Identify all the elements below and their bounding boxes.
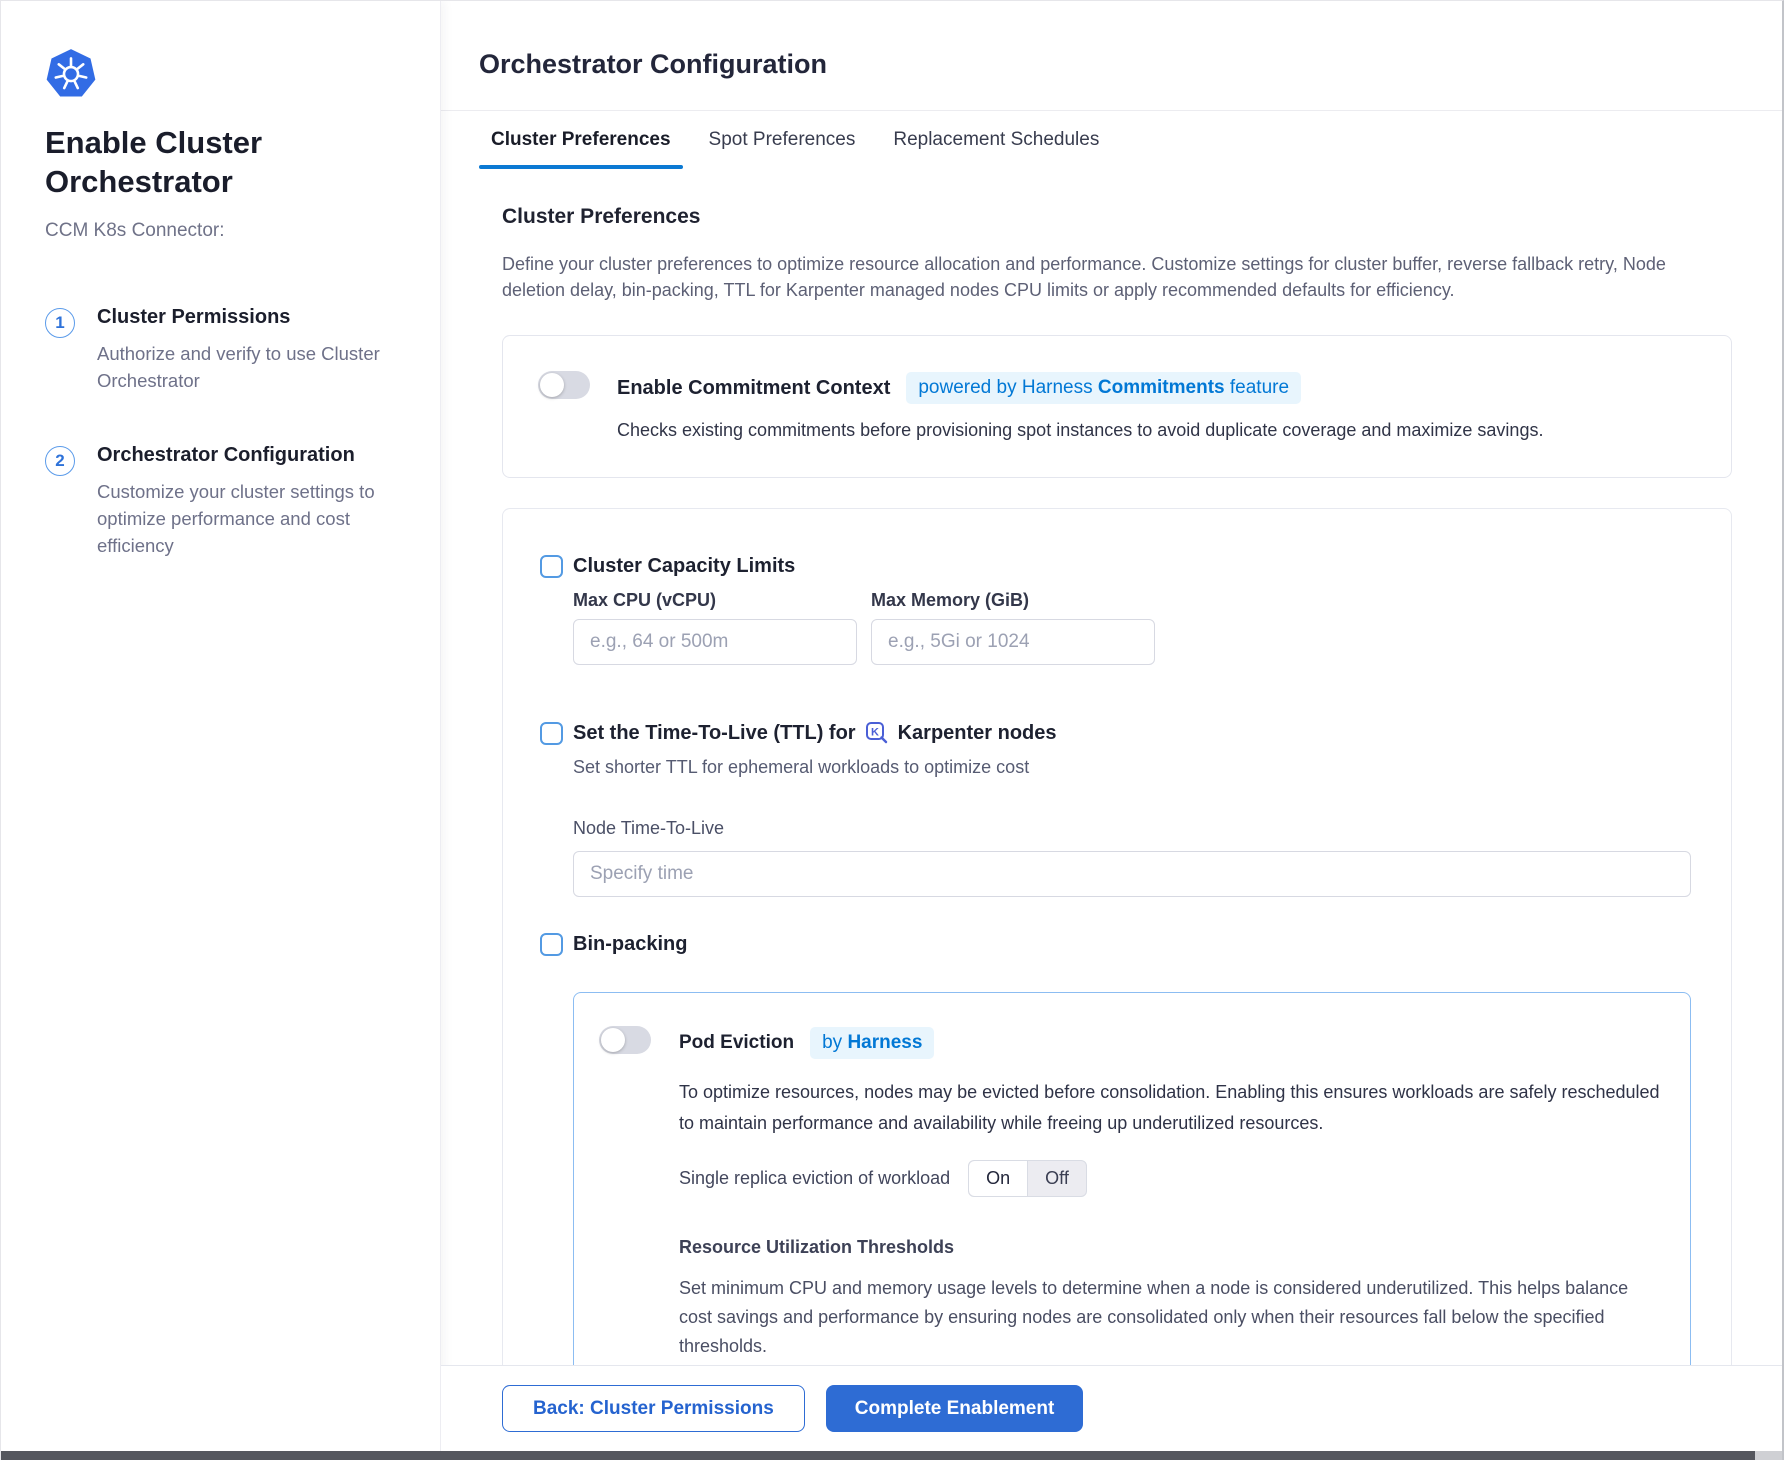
max-cpu-label: Max CPU (vCPU) bbox=[573, 590, 717, 611]
max-memory-input[interactable] bbox=[871, 619, 1155, 665]
window-bottom-corner bbox=[1755, 1451, 1782, 1460]
tab-cluster-preferences[interactable]: Cluster Preferences bbox=[491, 111, 671, 169]
max-cpu-input[interactable] bbox=[573, 619, 857, 665]
tab-content bbox=[441, 205, 1782, 1451]
cluster-capacity-limits-label: Cluster Capacity Limits bbox=[573, 555, 796, 578]
pod-eviction-description: To optimize resources, nodes may be evicted before consolidation. Enabling this ensures workloads are safely rescheduled to maintain performance and availability while freeing up underutilized resources. bbox=[679, 1082, 1660, 1133]
toggle-knob bbox=[540, 373, 564, 397]
tab-bar bbox=[441, 111, 1782, 169]
sidebar bbox=[1, 1, 441, 1451]
node-ttl-input[interactable] bbox=[573, 851, 1691, 897]
bin-packing-label: Bin-packing bbox=[573, 933, 688, 956]
commitment-context-card bbox=[502, 335, 1732, 478]
by-harness-badge: by Harness bbox=[810, 1027, 934, 1059]
bin-packing-checkbox[interactable] bbox=[540, 933, 563, 956]
wizard-steps bbox=[45, 306, 396, 560]
ttl-row bbox=[540, 721, 1691, 745]
page-title: Orchestrator Configuration bbox=[479, 49, 828, 79]
cluster-capacity-limits-checkbox[interactable] bbox=[540, 555, 563, 578]
step-1-description: Authorize and verify to use Cluster Orchestrator bbox=[97, 342, 380, 391]
section-description: Define your cluster preferences to optimize resource allocation and performance. Customize settings for cluster buffer, reverse fallback retry, Node deletion delay, bin-packing, TTL for Karpenter managed nodes CPU limits or apply recommended defaults for efficiency. bbox=[502, 254, 1666, 301]
karpenter-icon bbox=[865, 721, 889, 745]
back-cluster-permissions-button[interactable]: Back: Cluster Permissions bbox=[502, 1385, 805, 1432]
tab-spot-preferences[interactable]: Spot Preferences bbox=[708, 129, 856, 150]
section-heading: Cluster Preferences bbox=[502, 205, 701, 228]
ttl-label: Set the Time-To-Live (TTL) for K Karpenter nodes bbox=[573, 721, 1057, 744]
ttl-checkbox[interactable] bbox=[540, 722, 563, 745]
pod-eviction-title: Pod Eviction bbox=[679, 1032, 795, 1054]
tab-replacement-schedules[interactable]: Replacement Schedules bbox=[893, 129, 1100, 150]
commitment-context-title: Enable Commitment Context bbox=[617, 376, 891, 399]
max-memory-label: Max Memory (GiB) bbox=[871, 590, 1030, 611]
single-replica-on-option[interactable]: On bbox=[969, 1161, 1028, 1196]
commitment-context-description: Checks existing commitments before provisioning spot instances to avoid duplicate coverage and maximize savings. bbox=[617, 420, 1544, 441]
step-cluster-permissions[interactable] bbox=[45, 306, 396, 395]
wizard-title: Enable Cluster Orchestrator bbox=[45, 125, 263, 200]
kubernetes-icon bbox=[45, 47, 97, 99]
commitment-context-toggle[interactable] bbox=[538, 371, 590, 399]
step-orchestrator-configuration[interactable] bbox=[45, 444, 396, 559]
connector-label: CCM K8s Connector: bbox=[45, 219, 225, 241]
single-replica-switch bbox=[968, 1160, 1087, 1197]
toggle-knob bbox=[601, 1028, 625, 1052]
step-2-number: 2 bbox=[45, 446, 75, 476]
pod-eviction-toggle[interactable] bbox=[599, 1026, 651, 1054]
wizard-footer bbox=[441, 1365, 1782, 1451]
cluster-capacity-limits-row bbox=[540, 555, 1691, 578]
ttl-subtitle: Set shorter TTL for ephemeral workloads to optimize cost bbox=[573, 757, 1030, 778]
resource-utilization-description: Set minimum CPU and memory usage levels to determine when a node is considered underutilized. This helps balance cost savings and performance by ensuring nodes are consolidated only when their resources fall below the specified thresholds. bbox=[679, 1278, 1629, 1356]
step-1-title: Cluster Permissions bbox=[97, 305, 291, 328]
complete-enablement-button[interactable]: Complete Enablement bbox=[826, 1385, 1084, 1432]
svg-text:K: K bbox=[870, 726, 879, 739]
step-2-title: Orchestrator Configuration bbox=[97, 444, 355, 467]
bin-packing-row bbox=[540, 933, 1691, 956]
commitments-feature-badge: powered by Harness Commitments feature bbox=[906, 372, 1301, 404]
single-replica-off-option[interactable]: Off bbox=[1045, 1168, 1069, 1189]
cluster-preferences-card bbox=[502, 508, 1732, 1451]
resource-utilization-heading: Resource Utilization Thresholds bbox=[679, 1237, 955, 1258]
main-panel bbox=[441, 1, 1782, 1451]
node-ttl-label: Node Time-To-Live bbox=[573, 818, 725, 839]
single-replica-label: Single replica eviction of workload bbox=[679, 1168, 951, 1189]
single-replica-row bbox=[679, 1160, 1662, 1197]
window-bottom-edge bbox=[1, 1451, 1758, 1460]
step-2-description: Customize your cluster settings to optimize performance and cost efficiency bbox=[97, 481, 375, 556]
step-1-number: 1 bbox=[45, 308, 75, 338]
